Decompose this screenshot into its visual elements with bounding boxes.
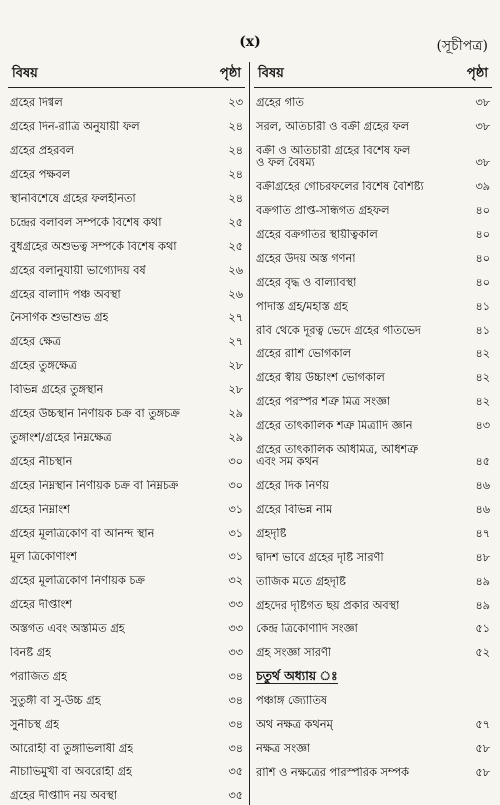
entry-page-number: ৩৪ — [228, 741, 243, 755]
entry-page-number: ৫৮ — [475, 765, 490, 779]
entry-title: বুধগ্রহের অশুভত্ব সম্পর্কে বিশেষ কথা — [10, 240, 177, 253]
toc-entry — [254, 757, 492, 781]
toc-entry — [254, 172, 492, 196]
entry-page-number: ২৬ — [228, 287, 243, 301]
entry-title: গ্রহের নিম্নাংশ — [10, 503, 70, 516]
entry-title: গ্রহের স্বীয় উচ্চাংশ ভোগকাল — [256, 372, 385, 385]
entry-title: গ্রহের দিন-রাত্রি অনুযায়ী ফল — [10, 121, 140, 134]
entry-title: আরোহী বা তুঙ্গাভিলাষী গ্রহ — [10, 742, 134, 755]
entry-page-number: ২৭ — [228, 335, 243, 349]
toc-entry — [254, 518, 492, 542]
entry-page-number: ২৯ — [228, 430, 243, 444]
toc-entry — [254, 112, 492, 136]
entry-page-number: ৪২ — [475, 347, 490, 361]
column-header-right — [254, 62, 492, 88]
toc-entry — [254, 339, 492, 363]
entry-page-number: ৪১ — [475, 299, 490, 313]
entry-title: গ্রহের রাশি ভোগকাল — [256, 348, 352, 361]
column-header-left — [8, 62, 245, 88]
entry-page-number: ২৪ — [228, 120, 243, 134]
toc-entry — [254, 411, 492, 435]
toc-entry — [8, 207, 245, 231]
toc-entry — [8, 733, 245, 757]
toc-entry — [254, 315, 492, 339]
toc-column-left — [8, 62, 250, 805]
entry-line — [256, 444, 490, 456]
entry-title: গ্রহদৃষ্টি — [256, 527, 287, 540]
entry-title: গ্রহের গতি — [256, 97, 304, 110]
entry-page-number: ৩০ — [228, 478, 243, 492]
toc-entry — [8, 303, 245, 327]
toc-entry — [8, 279, 245, 303]
entry-title: অস্তগত এবং অস্তমিত গ্রহ — [10, 623, 125, 636]
entry-page-number: ২৮ — [228, 359, 243, 373]
entry-title-continued: ও ফল বৈষম্য — [256, 157, 315, 170]
entry-title: গ্রহ সংজ্ঞা সারণী — [256, 647, 332, 660]
entry-line — [256, 456, 490, 468]
table-of-contents — [8, 62, 492, 805]
entry-page-number: ৫৭ — [475, 717, 490, 731]
toc-entry — [8, 470, 245, 494]
toc-entry — [254, 196, 492, 220]
toc-entry — [254, 363, 492, 387]
toc-entry — [8, 136, 245, 160]
entry-page-number: ৪২ — [475, 371, 490, 385]
entry-page-number: ২৮ — [228, 383, 243, 397]
toc-entry — [254, 243, 492, 267]
entry-line — [256, 145, 490, 157]
topic-header: বিষয় — [258, 66, 284, 81]
entry-page-number: ৩৮ — [475, 120, 490, 134]
toc-column-right — [250, 62, 492, 805]
entry-title: তাজিক মতে গ্রহদৃষ্টি — [256, 575, 346, 588]
entry-title: নীচাভিমুখী বা অবরোহী গ্রহ — [10, 766, 132, 779]
toc-entry — [254, 686, 492, 710]
entry-page-number: ৩৪ — [228, 669, 243, 683]
toc-entry — [8, 160, 245, 184]
entry-title: বক্রগতি প্রাপ্ত-সন্ধিগত গ্রহফল — [256, 205, 390, 218]
entry-title: বিনষ্ট গ্রহ — [10, 646, 52, 659]
entry-page-number: ৩৩ — [228, 598, 243, 612]
entry-title: গ্রহের বৃদ্ধ ও বাল্যাবস্থা — [256, 276, 357, 289]
entry-title: গ্রহের দীপ্তাদি নয় অবস্থা — [10, 790, 118, 803]
entry-page-number: ২৪ — [228, 192, 243, 206]
toc-entry — [254, 709, 492, 733]
entry-title: অথ নক্ষত্র কথনম্ — [256, 718, 333, 731]
entry-title: তুঙ্গাংশ/গ্রহের নিম্নক্ষেত্র — [10, 431, 112, 444]
toc-entry — [8, 327, 245, 351]
entry-title: বক্রীগ্রহের গোচরফলের বিশেষ বৈশিষ্ট্য — [256, 181, 424, 194]
entry-page-number: ৪৭ — [475, 526, 490, 540]
toc-entry — [254, 590, 492, 614]
entry-title: রাশি ও নক্ষত্রের পারস্পরিক সম্পর্ক — [256, 766, 409, 779]
entry-title: নৈসর্গিক শুভাশুভ গ্রহ — [10, 312, 109, 325]
entry-title: চন্দ্রের বলাবল সম্পর্কে বিশেষ কথা — [10, 216, 162, 229]
page-label: (সূচীপত্র) — [436, 38, 488, 54]
toc-entry — [8, 614, 245, 638]
entry-title: গ্রহের তুঙ্গক্ষেত্র — [10, 360, 77, 373]
toc-entry — [8, 781, 245, 805]
toc-entry — [8, 422, 245, 446]
entry-title: গ্রহের বক্রগতির স্থায়ীত্বকাল — [256, 229, 378, 242]
entry-title: গ্রহের নিম্নস্থান নির্ণায়ক চক্র বা নিম্নচক্র — [10, 479, 179, 492]
entry-title: সরল, অতিচারী ও বক্রী গ্রহের ফল — [256, 121, 410, 134]
toc-entry — [254, 662, 492, 686]
entry-title: পঞ্চাঙ্গ জ্যোতিষ — [256, 695, 328, 708]
entry-page-number: ৪০ — [475, 251, 490, 265]
entry-title: দ্বাদশ ভাবে গ্রহের দৃষ্টি সারণী — [256, 551, 384, 564]
toc-entry — [254, 614, 492, 638]
entry-page-number: ৩৯ — [475, 180, 490, 194]
toc-entry — [8, 446, 245, 470]
entry-page-number: ৩৪ — [228, 717, 243, 731]
toc-entry — [8, 685, 245, 709]
entry-title: গ্রহের উদয় অস্ত গণনা — [256, 252, 356, 265]
toc-entry — [254, 471, 492, 495]
toc-entry — [8, 231, 245, 255]
entry-title: গ্রহের পক্ষবল — [10, 169, 71, 182]
toc-entry — [8, 590, 245, 614]
entry-page-number: ৩৩ — [228, 622, 243, 636]
entry-page-number: ৩৮ — [475, 156, 490, 170]
entry-title: গ্রহের মূলত্রিকোণ নির্ণায়ক চক্র — [10, 575, 145, 588]
entry-line — [256, 157, 490, 169]
toc-entry — [254, 566, 492, 590]
entry-page-number: ৪৬ — [475, 502, 490, 516]
entry-title: গ্রহের তাৎকালিক অধিমিত্র, অধিশত্রু — [256, 443, 418, 456]
entry-title: গ্রহের উচ্চস্থান নির্ণায়ক চক্র বা তুঙ্গচক্র — [10, 408, 180, 421]
toc-entry — [254, 733, 492, 757]
entry-page-number: ৪৯ — [475, 574, 490, 588]
toc-list-left — [8, 88, 245, 805]
entry-page-number: ২৯ — [228, 407, 243, 421]
entry-page-number: ৪২ — [475, 395, 490, 409]
toc-entry — [8, 88, 245, 112]
entry-page-number: ৩০ — [228, 454, 243, 468]
entry-page-number: ২৩ — [228, 96, 243, 110]
entry-page-number: ৪৩ — [475, 419, 490, 433]
toc-entry — [8, 351, 245, 375]
toc-entry — [254, 88, 492, 112]
entry-page-number: ৩১ — [228, 502, 243, 516]
entry-page-number: ৩৫ — [228, 789, 243, 803]
entry-title: নক্ষত্র সংজ্ঞা — [256, 742, 311, 755]
toc-entry — [254, 387, 492, 411]
toc-entry — [8, 112, 245, 136]
entry-title: গ্রহের ক্ষেত্র — [10, 336, 61, 349]
entry-page-number: ৩৪ — [228, 693, 243, 707]
entry-title: পরাজিত গ্রহ — [10, 670, 67, 683]
toc-entry — [8, 184, 245, 208]
topic-header: বিষয় — [12, 66, 38, 81]
toc-entry — [8, 375, 245, 399]
entry-page-number: ৪১ — [475, 323, 490, 337]
toc-entry — [8, 757, 245, 781]
toc-entry — [8, 709, 245, 733]
toc-entry — [8, 518, 245, 542]
page-number: (x) — [239, 34, 261, 50]
entry-page-number: ৩২ — [228, 574, 243, 588]
entry-title: গ্রহের বিভিন্ন নাম — [256, 503, 333, 516]
entry-title: গ্রহের মূলত্রিকোণ বা আনন্দ স্থান — [10, 527, 155, 540]
entry-page-number: ২৬ — [228, 263, 243, 277]
toc-entry — [254, 435, 492, 471]
entry-page-number: ২৫ — [228, 215, 243, 229]
toc-entry — [254, 638, 492, 662]
entry-title: গ্রহের পরস্পর শত্রু মিত্র সংজ্ঞা — [256, 396, 391, 409]
toc-entry — [254, 494, 492, 518]
toc-entry — [8, 494, 245, 518]
entry-page-number: ৪৯ — [475, 598, 490, 612]
toc-entry — [254, 267, 492, 291]
entry-title: পাদাস্ত গ্রহ/মহাস্ত গ্রহ — [256, 300, 348, 313]
entry-page-number: ৫১ — [475, 622, 490, 636]
toc-entry — [8, 566, 245, 590]
entry-title: গ্রহদের দৃষ্টিগত ছয় প্রকার অবস্থা — [256, 599, 400, 612]
entry-page-number: ৪৮ — [475, 550, 490, 564]
entry-title: গ্রহের দিগ্বল — [10, 97, 63, 110]
entry-title: গ্রহের দিক নির্ণয় — [256, 480, 329, 493]
entry-title: সুতুঙ্গী বা সু-উচ্চ গ্রহ — [10, 694, 101, 707]
entry-title: স্থানবিশেষে গ্রহের ফলহীনতা — [10, 193, 136, 206]
entry-page-number: ৪০ — [475, 204, 490, 218]
entry-page-number: ২৫ — [228, 239, 243, 253]
toc-entry — [8, 661, 245, 685]
toc-list-right — [254, 88, 492, 781]
toc-entry — [254, 220, 492, 244]
entry-title: রবি থেকে দূরত্ব ভেদে গ্রহের গতিভেদ — [256, 324, 421, 337]
entry-title: বিভিন্ন গ্রহের তুঙ্গস্থান — [10, 384, 104, 397]
entry-page-number: ৪৫ — [475, 455, 490, 469]
toc-entry — [254, 542, 492, 566]
entry-title: সুনীচস্থ গ্রহ — [10, 718, 59, 731]
entry-title: গ্রহের প্রহরবল — [10, 145, 75, 158]
toc-entry — [254, 136, 492, 172]
entry-page-number: ৩১ — [228, 550, 243, 564]
entry-title: গ্রহের তাৎকালিক শত্রু মিত্রাদি জ্ঞান — [256, 420, 413, 433]
entry-page-number: ৩১ — [228, 526, 243, 540]
toc-entry — [8, 542, 245, 566]
entry-page-number: ২৭ — [228, 311, 243, 325]
entry-page-number: ৪৬ — [475, 479, 490, 493]
entry-title: গ্রহের বালাদি পঞ্চ অবস্থা — [10, 288, 121, 301]
entry-page-number: ৩৫ — [228, 765, 243, 779]
entry-page-number: ৩৩ — [228, 645, 243, 659]
entry-title: মূল ত্রিকোণাংশ — [10, 551, 78, 564]
entry-page-number: ৫৮ — [475, 741, 490, 755]
entry-page-number: ৩৮ — [475, 96, 490, 110]
entry-page-number: ৪০ — [475, 275, 490, 289]
toc-entry — [8, 637, 245, 661]
entry-page-number: ৪০ — [475, 228, 490, 242]
entry-page-number: ২৪ — [228, 144, 243, 158]
toc-entry — [8, 255, 245, 279]
entry-title: গ্রহের নীচস্থান — [10, 455, 73, 468]
entry-title: বক্রী ও অতিচারী গ্রহের বিশেষ ফল — [256, 144, 411, 157]
entry-title: গ্রহের বলানুযায়ী ভাগ্যোদয় বর্ষ — [10, 264, 146, 277]
page-header — [8, 0, 492, 54]
entry-title: গ্রহের দীপ্তাংশ — [10, 599, 73, 612]
entry-page-number: ৫২ — [475, 646, 490, 660]
toc-entry — [8, 399, 245, 423]
entry-title-continued: এবং সম কথন — [256, 456, 319, 469]
chapter-heading: চতুর্থ অধ্যায় ঃ — [256, 669, 338, 684]
page-header: পৃষ্ঠা — [466, 66, 488, 81]
entry-page-number: ২৪ — [228, 168, 243, 182]
page-header: পৃষ্ঠা — [219, 66, 241, 81]
entry-title: কেন্দ্র ত্রিকোণাদি সংজ্ঞা — [256, 623, 358, 636]
toc-entry — [254, 291, 492, 315]
